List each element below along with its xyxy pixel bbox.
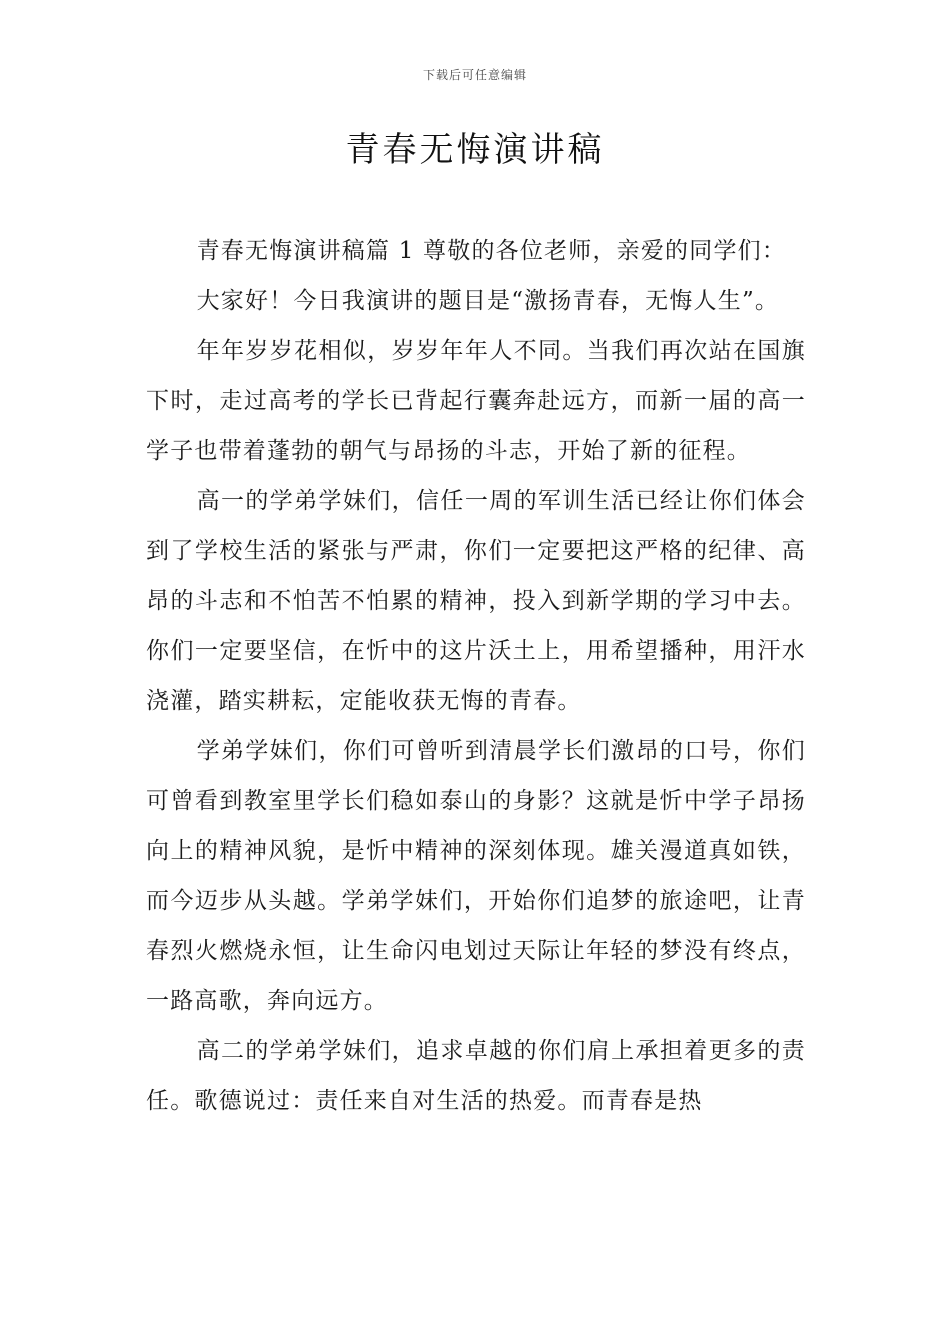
document-body (146, 226, 806, 1126)
paragraph-intro: 年年岁岁花相似，岁岁年年人不同。当我们再次站在国旗下时，走过高考的学长已背起行囊奔赴远方，而新一届的高一学子也带着蓬勃的朝气与昂扬的斗志，开始了新的征程。 (146, 338, 806, 464)
header-note: 下载后可任意编辑 (422, 68, 527, 82)
paragraph-greeting: 大家好！今日我演讲的题目是“激扬青春，无悔人生”。 (196, 288, 780, 314)
paragraph-salutation: 青春无悔演讲稿篇 1 尊敬的各位老师，亲爱的同学们： (196, 238, 787, 264)
paragraph-spirit: 学弟学妹们，你们可曾听到清晨学长们激昂的口号，你们可曾看到教室里学长们稳如泰山的身影？这就是忻中学子昂扬向上的精神风貌，是忻中精神的深刻体现。雄关漫道真如铁，而今迈步从头越。学弟学妹们，开始你们追梦的旅途吧，让青春烈火燃烧永恒，让生命闪电划过天际让年轻的梦没有终点，一路高歌，奔向远方。 (146, 738, 806, 1014)
document-title: 青春无悔演讲稿 (345, 130, 605, 170)
paragraph-grade-two: 高二的学弟学妹们，追求卓越的你们肩上承担着更多的责任。歌德说过：责任来自对生活的热爱。而青春是热 (146, 1038, 806, 1114)
paragraph-grade-one: 高一的学弟学妹们，信任一周的军训生活已经让你们体会到了学校生活的紧张与严肃，你们一定要把这严格的纪律、高昂的斗志和不怕苦不怕累的精神，投入到新学期的学习中去。你们一定要坚信，在忻中的这片沃土上，用希望播种，用汗水浇灌，踏实耕耘，定能收获无悔的青春。 (146, 488, 806, 714)
